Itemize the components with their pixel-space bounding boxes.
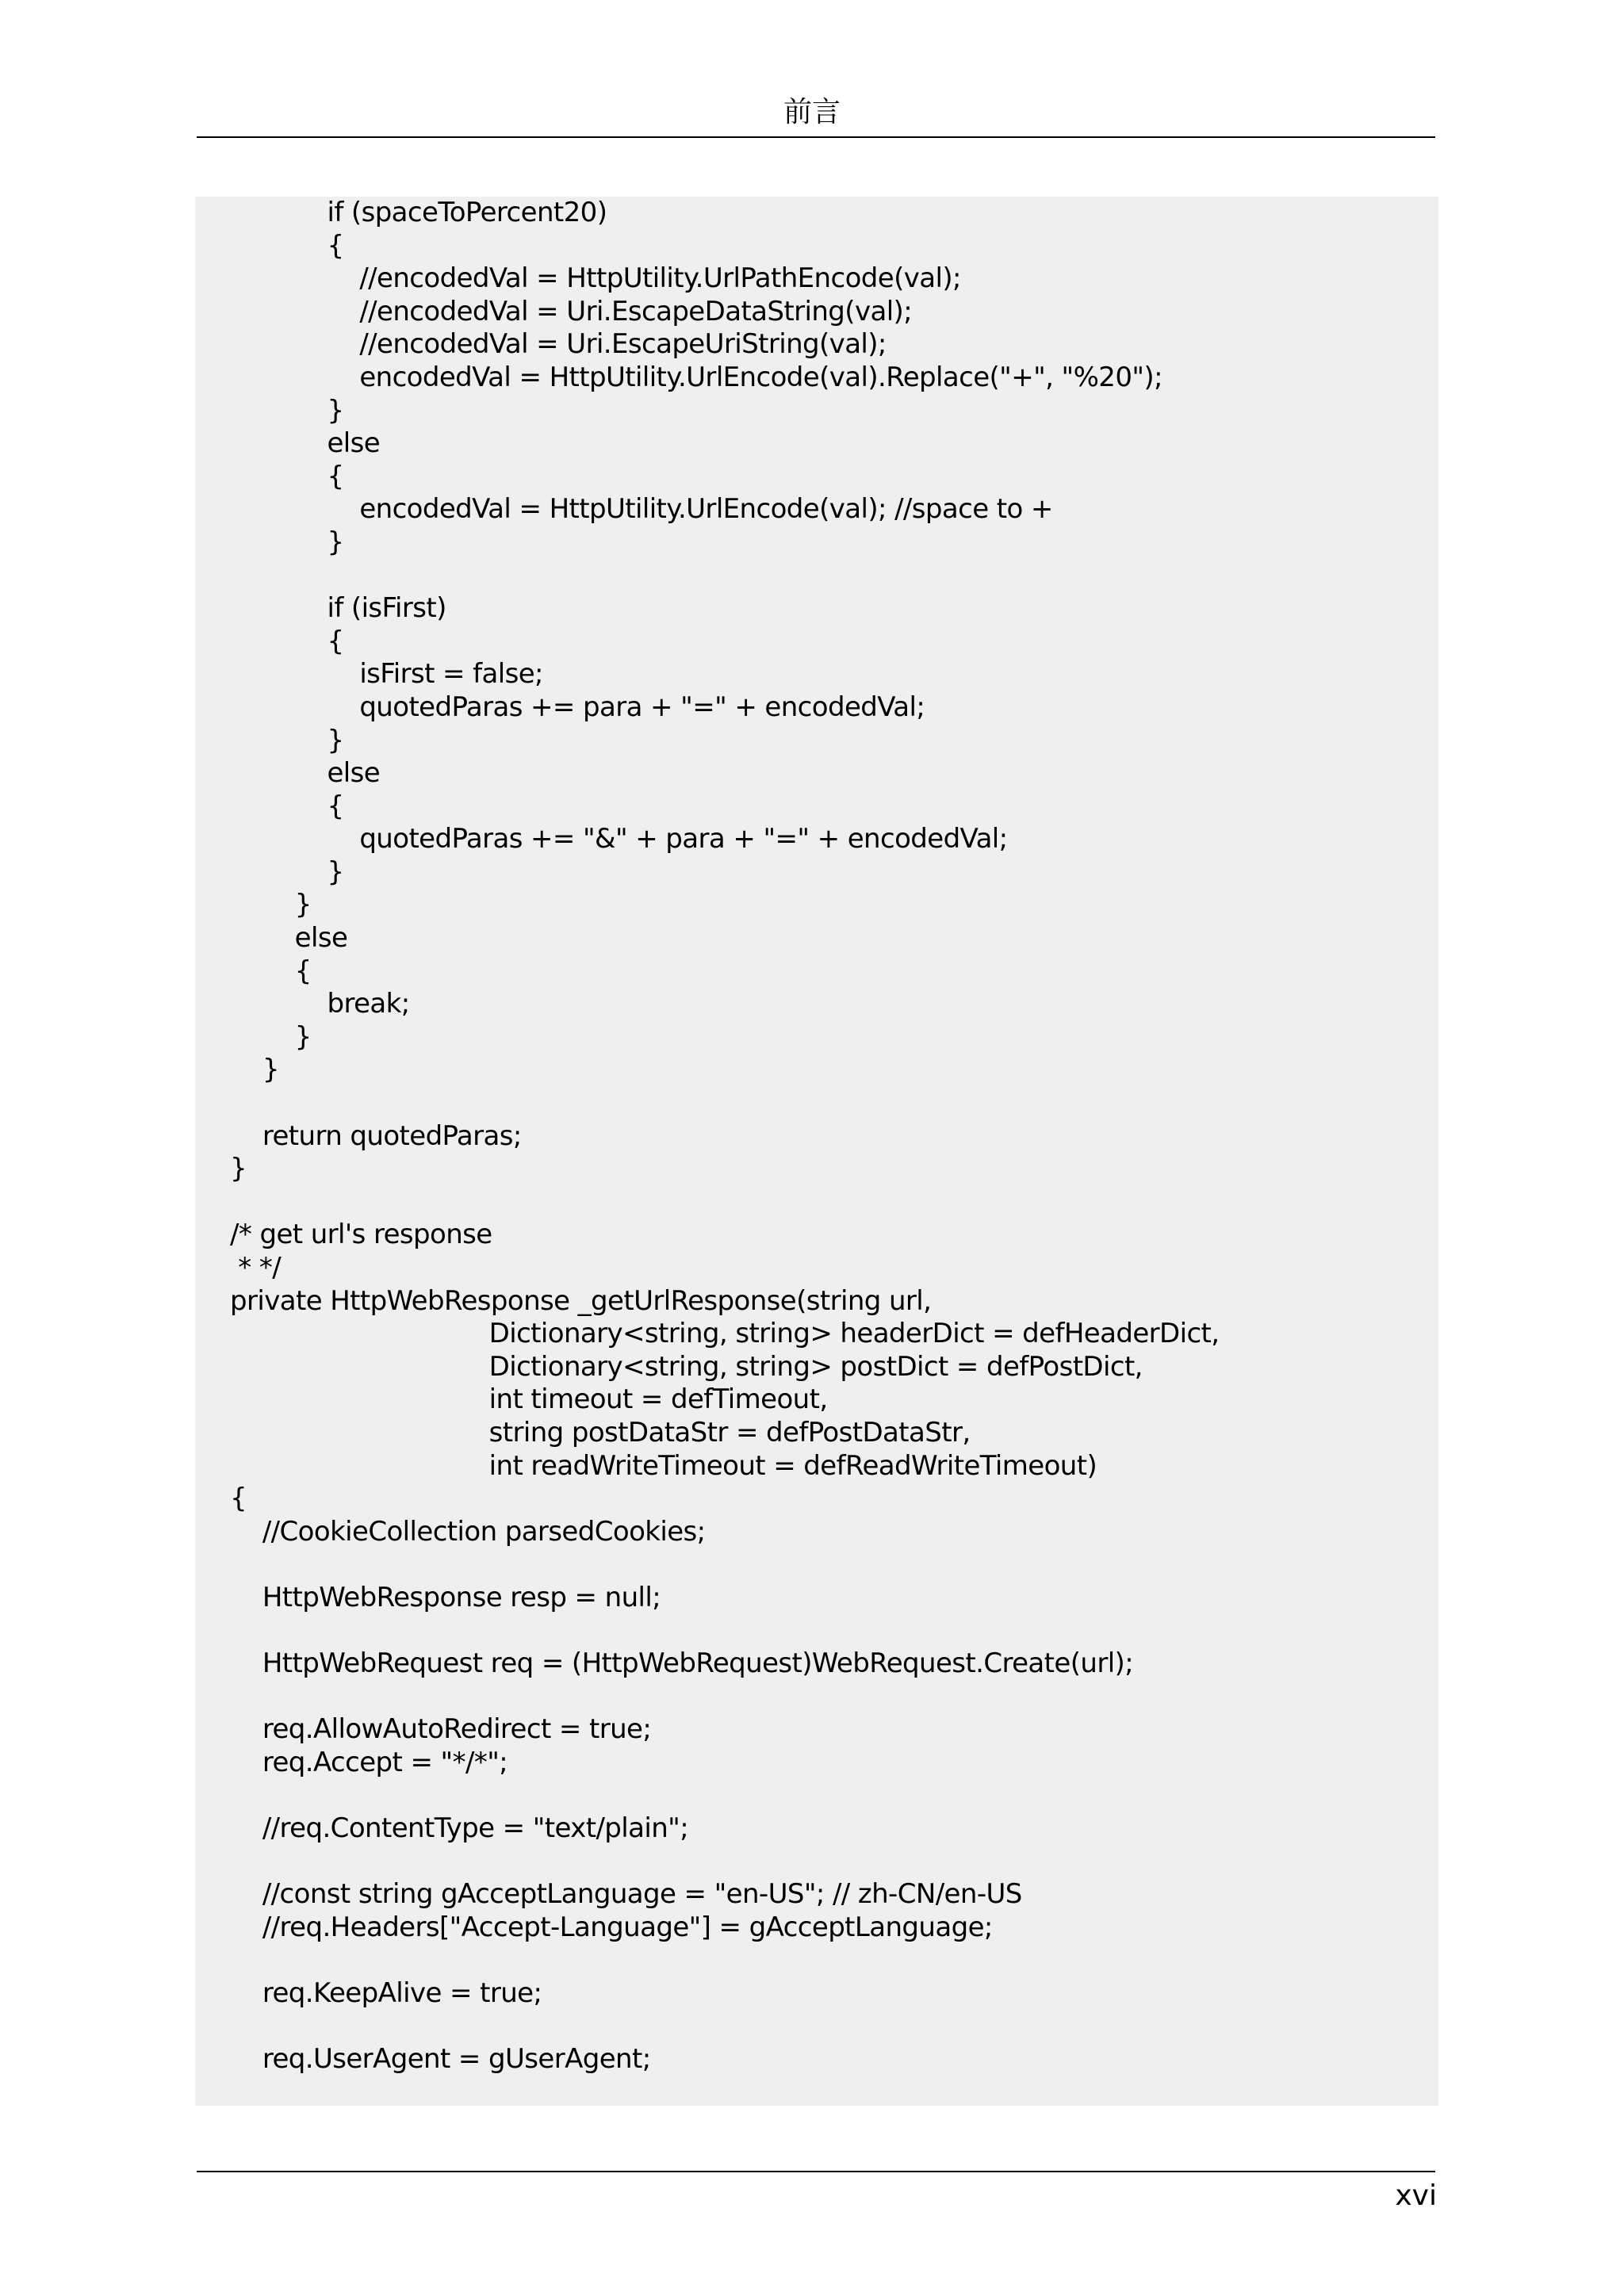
code-line: HttpWebRequest req = (HttpWebRequest)WebRequest.Create(url); (230, 1647, 1134, 1680)
code-line: } (230, 1054, 279, 1086)
code-line: //encodedVal = Uri.EscapeDataString(val); (230, 295, 913, 327)
code-line: string postDataStr = defPostDataStr, (230, 1416, 971, 1448)
code-line: HttpWebResponse resp = null; (230, 1581, 661, 1613)
code-line (230, 1681, 1220, 1714)
code-line (230, 560, 1220, 593)
code-line: quotedParas += para + "=" + encodedVal; (230, 691, 925, 723)
code-line: { (230, 790, 344, 822)
code-line: //req.ContentType = "text/plain"; (230, 1812, 689, 1845)
code-line: req.UserAgent = gUserAgent; (230, 2043, 651, 2076)
code-line: { (230, 955, 312, 987)
footer-divider (197, 2171, 1435, 2172)
code-block (195, 197, 1438, 2106)
code-line: //encodedVal = HttpUtility.UrlPathEncode(val); (230, 262, 961, 295)
code-line: } (230, 394, 344, 427)
code-line: { (230, 460, 344, 492)
code-line: //req.Headers["Accept-Language"] = gAcceptLanguage; (230, 1911, 993, 1943)
code-line: private HttpWebResponse _getUrlResponse(string url, (230, 1284, 932, 1317)
code-line (230, 2011, 1220, 2044)
code-line: encodedVal = HttpUtility.UrlEncode(val); //space to + (230, 493, 1053, 526)
code-line: else (230, 922, 348, 955)
code-line: req.KeepAlive = true; (230, 1977, 542, 2010)
code-line: { (230, 625, 344, 657)
code-lines (230, 197, 1220, 2076)
code-line: isFirst = false; (230, 658, 543, 691)
code-line (230, 1780, 1220, 1813)
code-line: { (230, 229, 344, 262)
code-line: int timeout = defTimeout, (230, 1383, 828, 1416)
code-line: if (spaceToPercent20) (230, 197, 607, 228)
code-line: } (230, 1020, 312, 1053)
code-line: else (230, 427, 381, 460)
code-line: { (230, 1483, 247, 1515)
code-line: } (230, 889, 312, 921)
code-line: quotedParas += "&" + para + "=" + encodedVal; (230, 823, 1008, 855)
header-divider (197, 136, 1435, 138)
code-line: } (230, 1153, 247, 1185)
code-line: * */ (230, 1252, 282, 1284)
code-line: //const string gAcceptLanguage = "en-US"; // zh-CN/en-US (230, 1878, 1022, 1911)
code-line: } (230, 855, 344, 888)
code-line (230, 1186, 1220, 1219)
code-line (230, 1548, 1220, 1582)
code-line: //encodedVal = Uri.EscapeUriString(val); (230, 328, 887, 361)
page-number: xvi (1395, 2179, 1437, 2212)
code-line: break; (230, 988, 410, 1020)
code-line: } (230, 724, 344, 756)
code-line: if (isFirst) (230, 592, 446, 625)
page-header-title: 前言 (783, 96, 841, 128)
code-line: } (230, 526, 344, 558)
code-line: req.AllowAutoRedirect = true; (230, 1713, 652, 1746)
code-line: else (230, 757, 381, 790)
code-line: return quotedParas; (230, 1119, 522, 1152)
code-line: int readWriteTimeout = defReadWriteTimeout) (230, 1449, 1097, 1482)
code-line: /* get url's response (230, 1219, 492, 1251)
code-line (230, 1087, 1220, 1120)
code-line: req.Accept = "*/*"; (230, 1746, 508, 1778)
code-line: Dictionary<string, string> postDict = defPostDict, (230, 1350, 1143, 1383)
code-line (230, 1846, 1220, 1879)
code-line (230, 1944, 1220, 1977)
code-line: Dictionary<string, string> headerDict = defHeaderDict, (230, 1318, 1220, 1350)
code-line: encodedVal = HttpUtility.UrlEncode(val).Replace("+", "%20"); (230, 361, 1162, 393)
code-line (230, 1615, 1220, 1648)
code-line: //CookieCollection parsedCookies; (230, 1515, 706, 1548)
